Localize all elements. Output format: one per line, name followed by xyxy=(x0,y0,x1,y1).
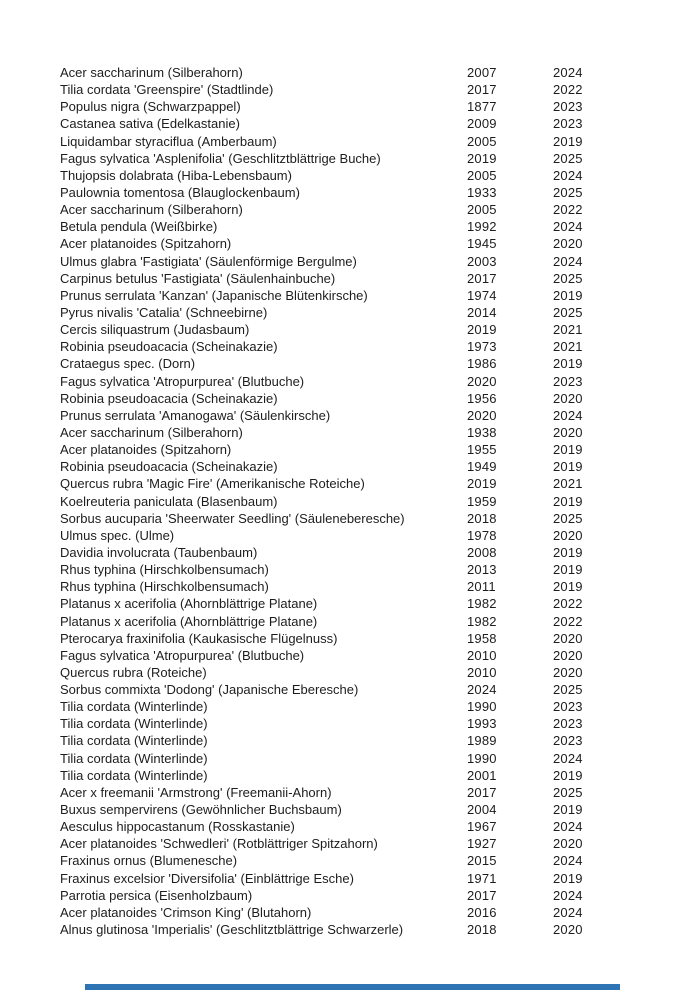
table-row xyxy=(60,887,660,904)
year-column-1: 2019 xyxy=(467,150,497,166)
year-column-1: 1986 xyxy=(467,356,497,372)
tree-name: Prunus serrulata 'Kanzan' (Japanische Blütenkirsche) xyxy=(60,287,368,303)
year-column-2: 2020 xyxy=(553,922,583,938)
table-row xyxy=(60,630,660,647)
table-row xyxy=(60,475,660,492)
table-row xyxy=(60,835,660,852)
tree-name: Sorbus commixta 'Dodong' (Japanische Eberesche) xyxy=(60,682,359,698)
table-row xyxy=(60,304,660,321)
table-row xyxy=(60,681,660,698)
year-column-2: 2019 xyxy=(553,870,583,886)
year-column-2: 2024 xyxy=(553,167,583,183)
tree-name: Acer saccharinum (Silberahorn) xyxy=(60,424,243,440)
year-column-2: 2019 xyxy=(553,287,583,303)
year-column-2: 2023 xyxy=(553,99,583,115)
table-row xyxy=(60,613,660,630)
year-column-1: 2019 xyxy=(467,476,497,492)
tree-name: Fraxinus excelsior 'Diversifolia' (Einblättrige Esche) xyxy=(60,870,354,886)
tree-name: Pterocarya fraxinifolia (Kaukasische Flügelnuss) xyxy=(60,630,338,646)
year-column-2: 2025 xyxy=(553,150,583,166)
year-column-1: 2008 xyxy=(467,544,497,560)
year-column-1: 2018 xyxy=(467,922,497,938)
table-row xyxy=(60,904,660,921)
tree-name: Buxus sempervirens (Gewöhnlicher Buchsbaum) xyxy=(60,802,342,818)
table-row xyxy=(60,133,660,150)
table-row xyxy=(60,115,660,132)
year-column-1: 1959 xyxy=(467,493,497,509)
tree-name: Fraxinus ornus (Blumenesche) xyxy=(60,853,238,869)
tree-name: Fagus sylvatica 'Atropurpurea' (Blutbuche) xyxy=(60,647,305,663)
tree-name: Acer platanoides (Spitzahorn) xyxy=(60,236,232,252)
year-column-1: 2020 xyxy=(467,407,497,423)
table-row xyxy=(60,715,660,732)
year-column-1: 1974 xyxy=(467,287,497,303)
year-column-2: 2020 xyxy=(553,390,583,406)
year-column-2: 2019 xyxy=(553,459,583,475)
table-row xyxy=(60,407,660,424)
tree-name: Acer platanoides (Spitzahorn) xyxy=(60,442,232,458)
year-column-2: 2024 xyxy=(553,253,583,269)
tree-name: Liquidambar styraciflua (Amberbaum) xyxy=(60,133,277,149)
tree-name: Robinia pseudoacacia (Scheinakazie) xyxy=(60,339,278,355)
year-column-1: 1978 xyxy=(467,527,497,543)
table-row xyxy=(60,150,660,167)
year-column-1: 2010 xyxy=(467,664,497,680)
table-row xyxy=(60,184,660,201)
year-column-2: 2025 xyxy=(553,784,583,800)
tree-name: Quercus rubra (Roteiche) xyxy=(60,664,207,680)
year-column-2: 2020 xyxy=(553,424,583,440)
tree-name: Pyrus nivalis 'Catalia' (Schneebirne) xyxy=(60,304,268,320)
year-column-2: 2025 xyxy=(553,304,583,320)
table-row xyxy=(60,664,660,681)
tree-name: Davidia involucrata (Taubenbaum) xyxy=(60,544,258,560)
year-column-2: 2024 xyxy=(553,887,583,903)
year-column-1: 1992 xyxy=(467,219,497,235)
year-column-1: 1989 xyxy=(467,733,497,749)
table-row xyxy=(60,390,660,407)
year-column-2: 2022 xyxy=(553,596,583,612)
footer-bar xyxy=(85,984,620,990)
year-column-2: 2024 xyxy=(553,853,583,869)
tree-name: Prunus serrulata 'Amanogawa' (Säulenkirsche) xyxy=(60,407,331,423)
year-column-1: 2018 xyxy=(467,510,497,526)
year-column-2: 2024 xyxy=(553,904,583,920)
year-column-1: 1958 xyxy=(467,630,497,646)
year-column-1: 2019 xyxy=(467,322,497,338)
table-row xyxy=(60,921,660,938)
year-column-2: 2021 xyxy=(553,339,583,355)
table-row xyxy=(60,424,660,441)
table-row xyxy=(60,510,660,527)
year-column-1: 1971 xyxy=(467,870,497,886)
table-row xyxy=(60,338,660,355)
year-column-1: 1938 xyxy=(467,424,497,440)
tree-name: Tilia cordata (Winterlinde) xyxy=(60,716,208,732)
tree-name: Robinia pseudoacacia (Scheinakazie) xyxy=(60,459,278,475)
year-column-2: 2021 xyxy=(553,476,583,492)
year-column-1: 2010 xyxy=(467,647,497,663)
year-column-1: 2015 xyxy=(467,853,497,869)
year-column-1: 1955 xyxy=(467,442,497,458)
year-column-2: 2024 xyxy=(553,65,583,80)
tree-name: Quercus rubra 'Magic Fire' (Amerikanische Roteiche) xyxy=(60,476,365,492)
year-column-1: 2001 xyxy=(467,767,497,783)
year-column-2: 2022 xyxy=(553,202,583,218)
tree-name: Tilia cordata (Winterlinde) xyxy=(60,750,208,766)
year-column-1: 1990 xyxy=(467,750,497,766)
year-column-1: 1982 xyxy=(467,596,497,612)
year-column-2: 2019 xyxy=(553,356,583,372)
tree-name: Fagus sylvatica 'Asplenifolia' (Geschlitztblättrige Buche) xyxy=(60,150,381,166)
year-column-2: 2024 xyxy=(553,750,583,766)
tree-name: Platanus x acerifolia (Ahornblättrige Platane) xyxy=(60,613,318,629)
tree-name: Tilia cordata 'Greenspire' (Stadtlinde) xyxy=(60,82,274,98)
year-column-2: 2019 xyxy=(553,562,583,578)
table-row xyxy=(60,218,660,235)
table-row xyxy=(60,561,660,578)
tree-name: Alnus glutinosa 'Imperialis' (Geschlitztblättrige Schwarzerle) xyxy=(60,922,404,938)
tree-name: Thujopsis dolabrata (Hiba-Lebensbaum) xyxy=(60,167,292,183)
table-row xyxy=(60,321,660,338)
year-column-2: 2024 xyxy=(553,219,583,235)
table-row xyxy=(60,253,660,270)
year-column-2: 2022 xyxy=(553,613,583,629)
year-column-2: 2025 xyxy=(553,270,583,286)
table-row xyxy=(60,98,660,115)
year-column-1: 1956 xyxy=(467,390,497,406)
table-row xyxy=(60,355,660,372)
year-column-2: 2022 xyxy=(553,82,583,98)
tree-name: Populus nigra (Schwarzpappel) xyxy=(60,99,241,115)
year-column-2: 2024 xyxy=(553,407,583,423)
year-column-2: 2023 xyxy=(553,116,583,132)
table-row xyxy=(60,287,660,304)
tree-name: Acer platanoides 'Schwedleri' (Rotblättriger Spitzahorn) xyxy=(60,836,378,852)
table-row xyxy=(60,750,660,767)
year-column-2: 2019 xyxy=(553,442,583,458)
tree-name: Tilia cordata (Winterlinde) xyxy=(60,767,208,783)
table-row xyxy=(60,784,660,801)
year-column-2: 2019 xyxy=(553,579,583,595)
year-column-2: 2020 xyxy=(553,527,583,543)
year-column-1: 2017 xyxy=(467,270,497,286)
tree-name: Sorbus aucuparia 'Sheerwater Seedling' (Säuleneberesche) xyxy=(60,510,405,526)
tree-name: Castanea sativa (Edelkastanie) xyxy=(60,116,240,132)
tree-name: Betula pendula (Weißbirke) xyxy=(60,219,218,235)
tree-name: Acer platanoides 'Crimson King' (Blutahorn) xyxy=(60,904,312,920)
tree-name: Ulmus glabra 'Fastigiata' (Säulenförmige Bergulme) xyxy=(60,253,357,269)
year-column-1: 1877 xyxy=(467,99,497,115)
tree-name: Tilia cordata (Winterlinde) xyxy=(60,699,208,715)
year-column-1: 2005 xyxy=(467,167,497,183)
year-column-2: 2019 xyxy=(553,802,583,818)
year-column-2: 2023 xyxy=(553,716,583,732)
year-column-2: 2023 xyxy=(553,733,583,749)
table-row xyxy=(60,167,660,184)
year-column-1: 2017 xyxy=(467,784,497,800)
table-row xyxy=(60,698,660,715)
table-row xyxy=(60,578,660,595)
year-column-1: 1933 xyxy=(467,184,497,200)
tree-name: Acer x freemanii 'Armstrong' (Freemanii-Ahorn) xyxy=(60,784,332,800)
tree-name: Tilia cordata (Winterlinde) xyxy=(60,733,208,749)
year-column-2: 2023 xyxy=(553,373,583,389)
table-row xyxy=(60,493,660,510)
tree-name: Koelreuteria paniculata (Blasenbaum) xyxy=(60,493,278,509)
year-column-1: 2005 xyxy=(467,133,497,149)
year-column-1: 1982 xyxy=(467,613,497,629)
table-row xyxy=(60,64,660,81)
tree-name: Rhus typhina (Hirschkolbensumach) xyxy=(60,579,269,595)
year-column-2: 2020 xyxy=(553,647,583,663)
table-row xyxy=(60,441,660,458)
year-column-2: 2020 xyxy=(553,630,583,646)
year-column-2: 2025 xyxy=(553,682,583,698)
year-column-2: 2024 xyxy=(553,819,583,835)
year-column-1: 1973 xyxy=(467,339,497,355)
year-column-2: 2019 xyxy=(553,493,583,509)
year-column-2: 2025 xyxy=(553,510,583,526)
year-column-1: 1927 xyxy=(467,836,497,852)
table-row xyxy=(60,270,660,287)
year-column-1: 2004 xyxy=(467,802,497,818)
year-column-2: 2019 xyxy=(553,133,583,149)
tree-list-table xyxy=(60,64,660,938)
tree-name: Aesculus hippocastanum (Rosskastanie) xyxy=(60,819,295,835)
year-column-1: 2017 xyxy=(467,82,497,98)
year-column-1: 1949 xyxy=(467,459,497,475)
table-row xyxy=(60,458,660,475)
table-row xyxy=(60,235,660,252)
year-column-1: 2013 xyxy=(467,562,497,578)
table-row xyxy=(60,732,660,749)
table-row xyxy=(60,818,660,835)
table-row xyxy=(60,201,660,218)
year-column-2: 2021 xyxy=(553,322,583,338)
year-column-2: 2025 xyxy=(553,184,583,200)
year-column-1: 1990 xyxy=(467,699,497,715)
tree-name: Acer saccharinum (Silberahorn) xyxy=(60,202,243,218)
table-row xyxy=(60,373,660,390)
tree-name: Robinia pseudoacacia (Scheinakazie) xyxy=(60,390,278,406)
table-row xyxy=(60,767,660,784)
year-column-2: 2019 xyxy=(553,544,583,560)
year-column-1: 2009 xyxy=(467,116,497,132)
year-column-1: 2003 xyxy=(467,253,497,269)
year-column-2: 2020 xyxy=(553,236,583,252)
table-row xyxy=(60,527,660,544)
table-row xyxy=(60,870,660,887)
table-row xyxy=(60,595,660,612)
tree-name: Platanus x acerifolia (Ahornblättrige Platane) xyxy=(60,596,318,612)
year-column-1: 2024 xyxy=(467,682,497,698)
year-column-2: 2020 xyxy=(553,836,583,852)
tree-name: Crataegus spec. (Dorn) xyxy=(60,356,196,372)
year-column-1: 1993 xyxy=(467,716,497,732)
year-column-2: 2020 xyxy=(553,664,583,680)
year-column-1: 2017 xyxy=(467,887,497,903)
tree-name: Cercis siliquastrum (Judasbaum) xyxy=(60,322,250,338)
year-column-1: 2011 xyxy=(467,579,496,595)
tree-name: Acer saccharinum (Silberahorn) xyxy=(60,65,243,80)
year-column-2: 2023 xyxy=(553,699,583,715)
year-column-1: 2016 xyxy=(467,904,497,920)
tree-name: Rhus typhina (Hirschkolbensumach) xyxy=(60,562,269,578)
year-column-1: 1967 xyxy=(467,819,497,835)
table-row xyxy=(60,544,660,561)
year-column-2: 2019 xyxy=(553,767,583,783)
year-column-1: 2007 xyxy=(467,65,497,80)
table-row xyxy=(60,801,660,818)
table-row xyxy=(60,852,660,869)
table-row xyxy=(60,81,660,98)
tree-name: Ulmus spec. (Ulme) xyxy=(60,527,175,543)
year-column-1: 2014 xyxy=(467,304,497,320)
tree-name: Parrotia persica (Eisenholzbaum) xyxy=(60,887,253,903)
year-column-1: 1945 xyxy=(467,236,497,252)
tree-name: Fagus sylvatica 'Atropurpurea' (Blutbuche) xyxy=(60,373,305,389)
year-column-1: 2020 xyxy=(467,373,497,389)
year-column-1: 2005 xyxy=(467,202,497,218)
table-row xyxy=(60,647,660,664)
tree-name: Carpinus betulus 'Fastigiata' (Säulenhainbuche) xyxy=(60,270,336,286)
tree-name: Paulownia tomentosa (Blauglockenbaum) xyxy=(60,184,300,200)
